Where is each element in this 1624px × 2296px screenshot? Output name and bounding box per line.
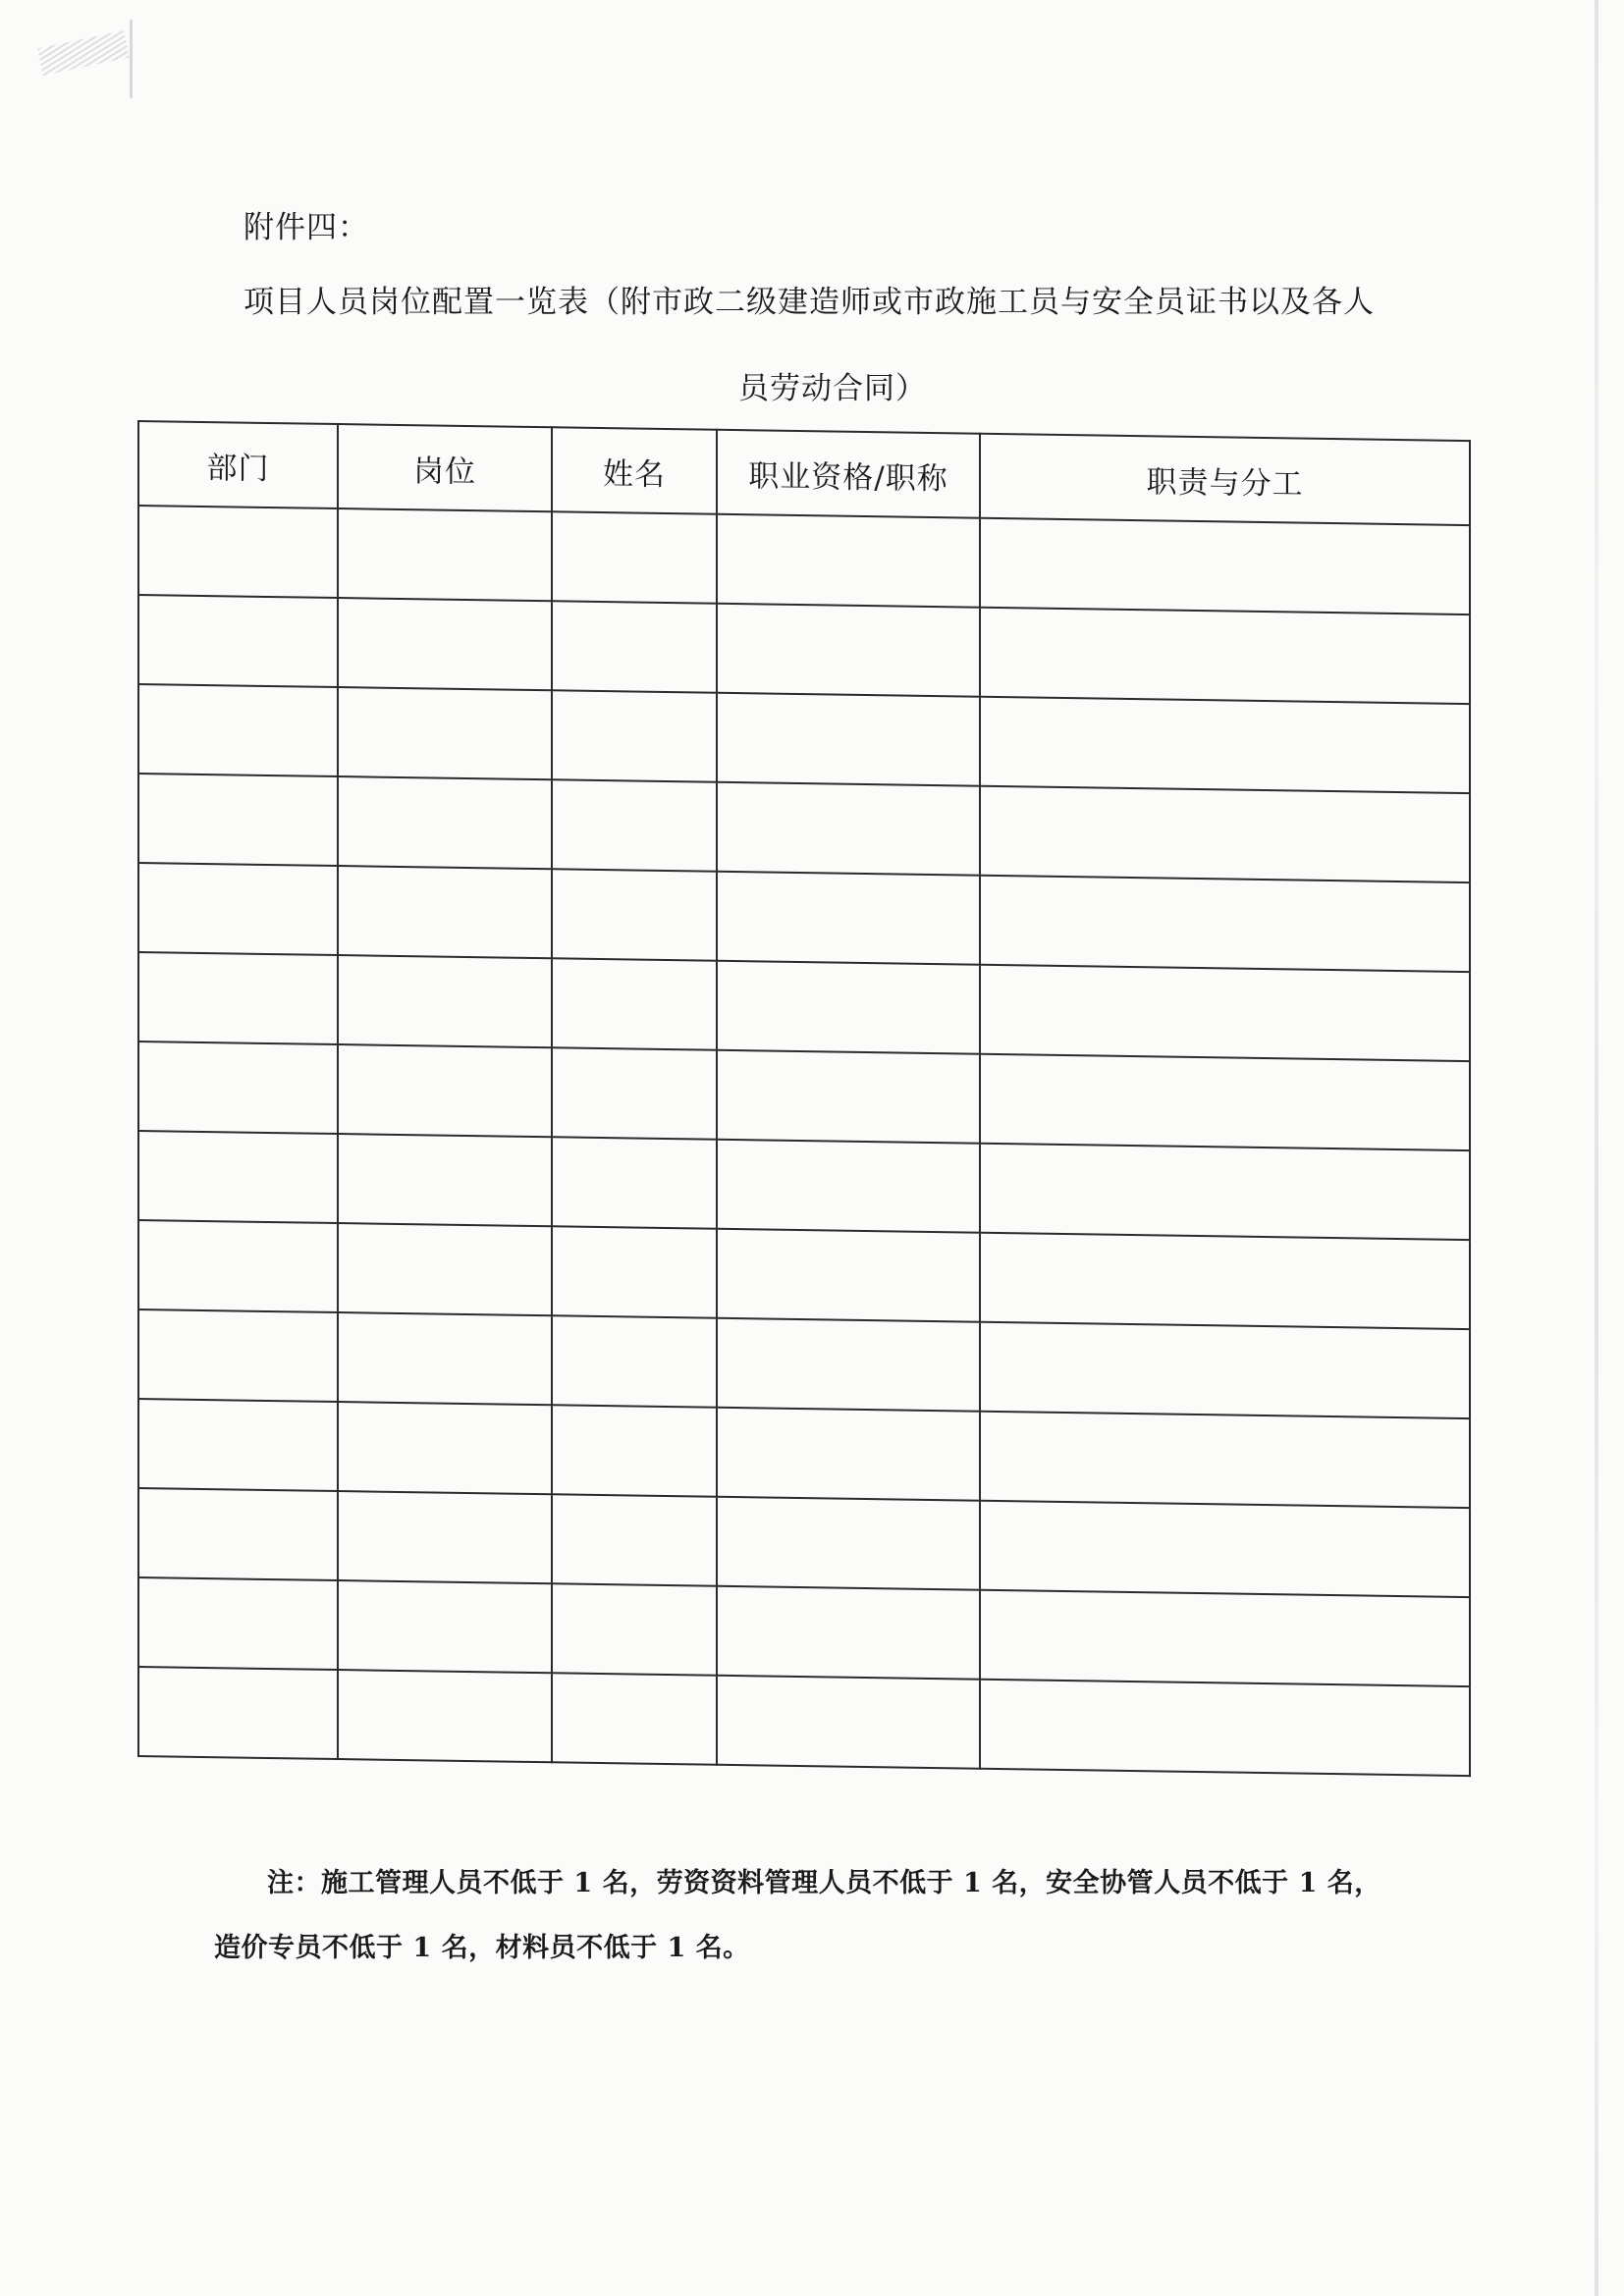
- table-cell[interactable]: [980, 1144, 1470, 1240]
- table-cell[interactable]: [338, 1491, 552, 1583]
- table-cell[interactable]: [980, 608, 1470, 704]
- table-cell[interactable]: [980, 1412, 1470, 1508]
- staffing-table-container: [137, 420, 1469, 1775]
- table-cell[interactable]: [138, 1488, 338, 1580]
- table-cell[interactable]: [138, 595, 338, 687]
- scan-artifact: [37, 30, 130, 76]
- table-cell[interactable]: [980, 697, 1470, 793]
- table-cell[interactable]: [338, 776, 552, 869]
- table-cell[interactable]: [138, 774, 338, 866]
- table-cell[interactable]: [717, 1318, 980, 1412]
- table-cell[interactable]: [552, 1494, 717, 1585]
- table-cell[interactable]: [717, 693, 980, 786]
- table-cell[interactable]: [338, 866, 552, 958]
- table-cell[interactable]: [717, 1408, 980, 1501]
- table-cell[interactable]: [138, 1399, 338, 1491]
- table-cell[interactable]: [338, 1670, 552, 1762]
- table-cell[interactable]: [980, 965, 1470, 1061]
- note-line2: 造价专员不低于 1 名，材料员不低于 1 名。: [214, 1933, 750, 1963]
- table-cell[interactable]: [138, 506, 338, 598]
- table-cell[interactable]: [552, 1583, 717, 1675]
- table-cell[interactable]: [552, 869, 717, 960]
- table-cell[interactable]: [138, 1667, 338, 1759]
- table-cell[interactable]: [980, 876, 1470, 972]
- header-department: 部门: [138, 421, 338, 508]
- table-cell[interactable]: [338, 1580, 552, 1673]
- document-title-line1: 项目人员岗位配置一览表（附市政二级建造师或市政施工员与安全员证书以及各人: [244, 285, 1375, 320]
- table-body: [138, 506, 1470, 1776]
- table-cell[interactable]: [138, 1041, 338, 1134]
- table-cell[interactable]: [717, 514, 980, 608]
- header-position: 岗位: [338, 424, 552, 511]
- table-cell[interactable]: [552, 1137, 717, 1228]
- table-cell[interactable]: [138, 1309, 338, 1402]
- table-cell[interactable]: [717, 1140, 980, 1233]
- table-cell[interactable]: [138, 1131, 338, 1223]
- table-cell[interactable]: [717, 1050, 980, 1144]
- scan-artifact-tick: [130, 20, 133, 98]
- table-cell[interactable]: [980, 786, 1470, 882]
- table-cell[interactable]: [980, 518, 1470, 614]
- annex-label: 附件四：: [244, 210, 369, 245]
- table-cell[interactable]: [552, 690, 717, 781]
- table-cell[interactable]: [138, 1220, 338, 1312]
- document-title-line2: 员劳动合同）: [738, 371, 927, 406]
- table-cell[interactable]: [980, 1590, 1470, 1686]
- table-cell[interactable]: [552, 1405, 717, 1496]
- table-cell[interactable]: [980, 1233, 1470, 1329]
- table-cell[interactable]: [717, 782, 980, 876]
- table-cell[interactable]: [338, 598, 552, 690]
- header-name: 姓名: [552, 427, 717, 513]
- table-cell[interactable]: [717, 604, 980, 697]
- table-cell[interactable]: [717, 961, 980, 1054]
- table-cell[interactable]: [338, 1134, 552, 1226]
- table-cell[interactable]: [980, 1680, 1470, 1776]
- table-cell[interactable]: [552, 1673, 717, 1764]
- table-cell[interactable]: [338, 508, 552, 601]
- table-cell[interactable]: [980, 1501, 1470, 1597]
- table-cell[interactable]: [552, 1047, 717, 1139]
- table-cell[interactable]: [717, 872, 980, 965]
- table-cell[interactable]: [138, 952, 338, 1044]
- table-cell[interactable]: [717, 1676, 980, 1769]
- table-row: [138, 1667, 1470, 1776]
- table-cell[interactable]: [552, 1226, 717, 1317]
- header-duties: 职责与分工: [980, 434, 1470, 525]
- table-cell[interactable]: [338, 1402, 552, 1494]
- header-qualification: 职业资格/职称: [717, 430, 980, 518]
- table-cell[interactable]: [338, 955, 552, 1047]
- table-cell[interactable]: [552, 1315, 717, 1407]
- table-cell[interactable]: [138, 863, 338, 955]
- table-cell[interactable]: [717, 1586, 980, 1680]
- table-cell[interactable]: [980, 1054, 1470, 1150]
- table-cell[interactable]: [717, 1229, 980, 1322]
- table-cell[interactable]: [980, 1322, 1470, 1418]
- table-cell[interactable]: [338, 687, 552, 779]
- table-cell[interactable]: [138, 684, 338, 776]
- table-cell[interactable]: [552, 601, 717, 692]
- note-line1: 注：施工管理人员不低于 1 名，劳资资料管理人员不低于 1 名，安全协管人员不低于 1 名，: [267, 1868, 1381, 1898]
- staffing-table: [137, 420, 1471, 1777]
- table-cell[interactable]: [138, 1577, 338, 1670]
- table-cell[interactable]: [338, 1223, 552, 1315]
- scan-edge-shadow: [1595, 0, 1598, 2296]
- table-cell[interactable]: [552, 958, 717, 1049]
- table-cell[interactable]: [717, 1497, 980, 1590]
- table-cell[interactable]: [338, 1044, 552, 1137]
- table-cell[interactable]: [552, 511, 717, 603]
- table-cell[interactable]: [338, 1312, 552, 1405]
- table-cell[interactable]: [552, 779, 717, 871]
